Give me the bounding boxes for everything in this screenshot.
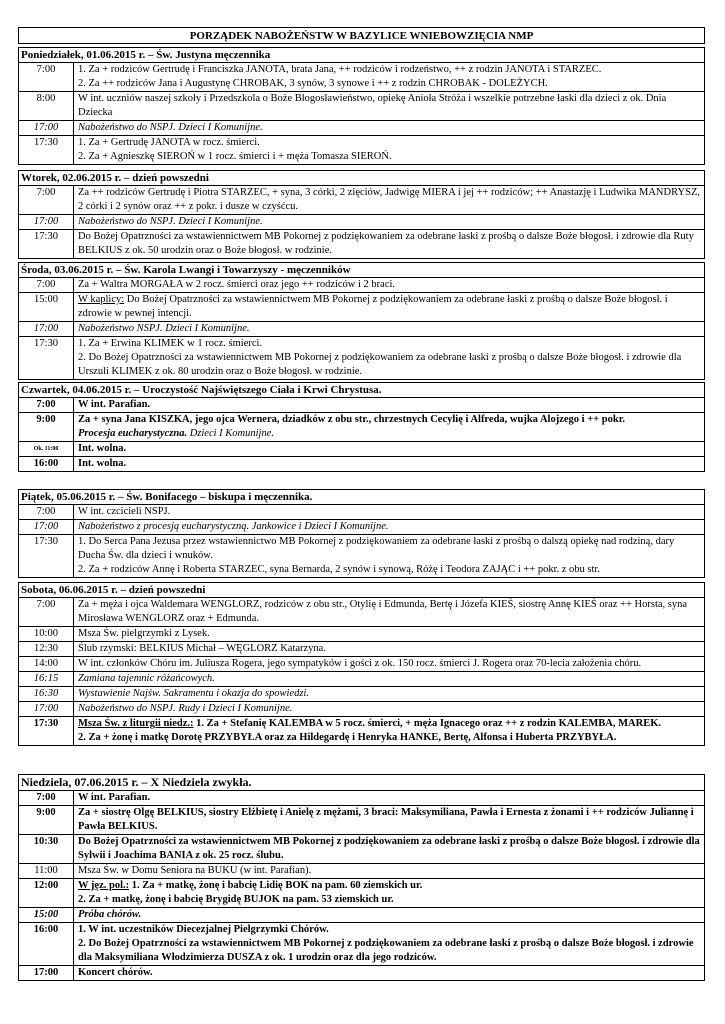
mass-row [19, 701, 704, 716]
intention-line: W int. Parafian. [78, 399, 151, 410]
mass-time: 17:30 [19, 535, 74, 577]
intention-line: 2. Za ++ rodziców Jana i Augustynę CHROBAK, 3 synów, 3 synowe i ++ z rodzin CHROBAK - DOLEŻYCH. [78, 78, 548, 89]
mass-time: 17:00 [19, 322, 74, 336]
intention-line: Za + męża i ojca Waldemara WENGLORZ, rodziców z obu str., Otylię i Edmunda, Bertę i Józefa KIEŚ, siostrę Annę KIEŚ oraz ++ Horsta, syna Mirosława WENGLORZ oraz + Edmunda. [78, 599, 688, 624]
mass-time: 7:00 [19, 598, 74, 626]
mass-row [19, 716, 704, 745]
intention-line: W int. członków Chóru im. Juliusza Rogera, jego sympatyków i gości z ok. 150 rocz. śmierci J. Rogera oraz 70-lecia założenia chóru. [78, 658, 642, 669]
mass-time: 9:00 [19, 806, 74, 834]
intention-line: W int. Parafian. [78, 792, 151, 803]
intention-line: 2. Za + matkę, żonę i babcię Brygidę BUJOK na pam. 53 ziemskich ur. [78, 894, 394, 905]
mass-row [19, 805, 704, 834]
intention-prefix: W jęz. pol.: [78, 880, 130, 891]
day-header: Czwartek, 04.06.2015 r. – Uroczystość Najświętszego Ciała i Krwi Chrystusa. [19, 383, 704, 398]
mass-time: 17:00 [19, 215, 74, 229]
mass-intention [74, 337, 704, 379]
intention-line: Msza Św. w Domu Seniora na BUKU (w int. Parafian). [78, 865, 312, 876]
mass-intention [74, 672, 704, 686]
intention-line: Int. wolna. [78, 443, 127, 454]
mass-row [19, 398, 704, 412]
mass-intention [74, 966, 704, 980]
mass-row [19, 505, 704, 519]
mass-row [19, 229, 704, 258]
day-section [18, 489, 705, 578]
day-section [18, 774, 705, 981]
intention-line: Za ++ rodziców Gertrudę i Piotra STARZEC, + syna, 3 córki, 2 zięciów, Jadwigę MIERA i jej ++ rodziców; ++ Anastazję i Ludwika MANDRYSZ, 2 córki i 2 synów oraz ++ z pokr. i dusze w czyśćcu. [78, 187, 700, 212]
mass-intention [74, 879, 704, 907]
mass-time: 7:00 [19, 791, 74, 805]
mass-row [19, 214, 704, 229]
mass-row [19, 686, 704, 701]
mass-time: 15:00 [19, 908, 74, 922]
intention-line: 1. Za + rodziców Gertrudę i Franciszka JANOTA, brata Jana, ++ rodziców i rodzeństwo, ++ z rodzin JANOTA i STARZEC. [78, 64, 602, 75]
mass-row [19, 91, 704, 120]
mass-intention [74, 186, 704, 214]
intention-line: 2. Za + rodziców Annę i Roberta STARZEC, syna Bernarda, 2 synów i synową, Różę i Teodora ZAJĄC i ++ pokr. z obu str. [78, 564, 600, 575]
mass-intention [74, 642, 704, 656]
intention-line: W int. czcicieli NSPJ. [78, 506, 171, 517]
mass-time: 17:30 [19, 337, 74, 379]
intention-line: 1. Za + Erwina KLIMEK w 1 rocz. śmierci. [78, 338, 263, 349]
intention-line: 1. W int. uczestników Diecezjalnej Pielgrzymki Chórów. [78, 924, 329, 935]
mass-intention [74, 230, 704, 258]
mass-time: 7:00 [19, 186, 74, 214]
mass-time: 17:00 [19, 121, 74, 135]
mass-time: 17:00 [19, 966, 74, 980]
mass-row [19, 321, 704, 336]
mass-row [19, 922, 704, 965]
intention-line: Ślub rzymski: BELKIUS Michał – WĘGLORZ Katarzyna. [78, 643, 326, 654]
mass-time: 17:00 [19, 702, 74, 716]
mass-intention [74, 215, 704, 229]
day-header: Poniedziałek, 01.06.2015 r. – Św. Justyna męczennika [19, 48, 704, 63]
mass-intention [74, 457, 704, 471]
mass-row [19, 834, 704, 863]
intention-line: 2. Do Bożej Opatrzności za wstawiennictwem MB Pokornej z podziękowaniem za odebrane łaski z prośbą o dalsze Boże błogosł. i zdrowie dla Maksymiliana Włodzimierza DUSZA z ok. 1 urodzin oraz dla jego rodziców. [78, 938, 694, 963]
mass-time: Ok. 11:00 [19, 442, 74, 456]
procession-line: Procesja eucharystyczna. Dzieci I Komunijne. [78, 428, 274, 439]
mass-row [19, 641, 704, 656]
mass-row [19, 598, 704, 626]
mass-intention [74, 505, 704, 519]
intention-line: Za + syna Jana KISZKA, jego ojca Wernera, dziadków z obu str., chrzestnych Cecylię i Alfreda, wujka Alojzego i ++ pokr. [78, 414, 626, 425]
intention-prefix: Msza Św. z liturgii niedz.: [78, 718, 194, 729]
mass-time: 7:00 [19, 63, 74, 91]
mass-row [19, 336, 704, 379]
mass-time: 16:00 [19, 923, 74, 965]
mass-intention [74, 806, 704, 834]
intention-line: Zamiana tajemnic różańcowych. [78, 673, 215, 684]
day-header: Sobota, 06.06.2015 r. – dzień powszedni [19, 583, 704, 598]
mass-row [19, 878, 704, 907]
intention-line: Msza Św. z liturgii niedz.: 1. Za + Stefanię KALEMBA w 5 rocz. śmierci, + męża Ignacego oraz ++ z rodzin KALEMBA, MAREK. [78, 718, 662, 729]
mass-row [19, 626, 704, 641]
mass-row [19, 292, 704, 321]
mass-intention [74, 717, 704, 745]
mass-intention [74, 413, 704, 441]
day-section [18, 47, 705, 165]
mass-intention [74, 627, 704, 641]
day-header: Wtorek, 02.06.2015 r. – dzień powszedni [19, 171, 704, 186]
intention-line: Wystawienie Najśw. Sakramentu i okazja do spowiedzi. [78, 688, 309, 699]
mass-intention [74, 923, 704, 965]
mass-intention [74, 702, 704, 716]
intention-line: Koncert chórów. [78, 967, 153, 978]
mass-time: 17:30 [19, 230, 74, 258]
intention-line: Nabożeństwo z procesją eucharystyczną. Jankowice i Dzieci I Komunijne. [78, 521, 389, 532]
mass-intention [74, 322, 704, 336]
mass-time: 10:00 [19, 627, 74, 641]
day-header: Środa, 03.06.2015 r. – Św. Karola Lwangi i Towarzyszy - męczenników [19, 263, 704, 278]
intention-line: Nabożeństwo NSPJ. Dzieci I Komunijne. [78, 323, 250, 334]
mass-intention [74, 92, 704, 120]
intention-line: Nabożeństwo do NSPJ. Dzieci I Komunijne. [78, 122, 263, 133]
mass-intention [74, 598, 704, 626]
mass-intention [74, 136, 704, 164]
intention-line: Int. wolna. [78, 458, 127, 469]
intention-line: Nabożeństwo do NSPJ. Dzieci I Komunijne. [78, 216, 263, 227]
mass-intention [74, 864, 704, 878]
mass-time: 7:00 [19, 398, 74, 412]
mass-intention [74, 293, 704, 321]
day-section [18, 382, 705, 472]
intention-line: Nabożeństwo do NSPJ. Rudy i Dzieci I Komunijne. [78, 703, 293, 714]
mass-intention [74, 278, 704, 292]
mass-row [19, 671, 704, 686]
mass-time: 16:30 [19, 687, 74, 701]
day-section [18, 262, 705, 380]
mass-intention [74, 908, 704, 922]
mass-row [19, 412, 704, 441]
mass-row [19, 791, 704, 805]
mass-row [19, 534, 704, 577]
intention-line: 1. Do Serca Pana Jezusa przez wstawiennictwo MB Pokornej z podziękowaniem za odebrane łaski z prośbą o dalszą opiekę nad rodziną, dary Ducha Św. dla dzieci i wnuków. [78, 536, 675, 561]
mass-row [19, 519, 704, 534]
intention-line: 2. Do Bożej Opatrzności za wstawiennictwem MB Pokornej z podziękowaniem za odebrane łaski z prośbą o dalsze Boże błogosł. i zdrowie dla Urszuli KLIMEK z ok. 80 urodzin oraz o Boże błogosł. w rodzinie. [78, 352, 682, 377]
mass-row [19, 120, 704, 135]
intention-line: Do Bożej Opatrzności za wstawiennictwem MB Pokornej z podziękowaniem za odebrane łaski z prośbą o dalsze Boże błogosł. i zdrowie dla Ruty BELKIUS z ok. 50 urodzin oraz o Boże błogosł. w rodzinie. [78, 231, 694, 256]
mass-time: 7:00 [19, 278, 74, 292]
mass-intention [74, 657, 704, 671]
mass-time: 7:00 [19, 505, 74, 519]
intention-line: Próba chórów. [78, 909, 142, 920]
day-header: Piątek, 05.06.2015 r. – Św. Bonifacego – biskupa i męczennika. [19, 490, 704, 505]
mass-intention [74, 835, 704, 863]
mass-time: 17:30 [19, 717, 74, 745]
mass-row [19, 63, 704, 91]
mass-time: 9:00 [19, 413, 74, 441]
day-header: Niedziela, 07.06.2015 r. – X Niedziela zwykła. [19, 775, 704, 791]
page-title: PORZĄDEK NABOŻEŃSTW W BAZYLICE WNIEBOWZIĘCIA NMP [18, 27, 705, 44]
mass-time: 17:00 [19, 520, 74, 534]
mass-time: 12:00 [19, 879, 74, 907]
intention-line: 2. Za + żonę i matkę Dorotę PRZYBYŁA oraz za Hildegardę i Henryka HANKE, Bertę, Alfonsa i Huberta PRZYBYŁA. [78, 732, 617, 743]
intention-line: W int. uczniów naszej szkoły i Przedszkola o Boże Błogosławieństwo, opiekę Anioła Stróża i wszelkie potrzebne łaski dla dzieci z ok. Dnia Dziecka [78, 93, 667, 118]
mass-time: 14:00 [19, 657, 74, 671]
mass-row [19, 656, 704, 671]
mass-row [19, 135, 704, 164]
mass-time: 16:00 [19, 457, 74, 471]
mass-intention [74, 535, 704, 577]
mass-row [19, 278, 704, 292]
mass-row [19, 186, 704, 214]
mass-time: 16:15 [19, 672, 74, 686]
mass-time: 11:00 [19, 864, 74, 878]
mass-row [19, 907, 704, 922]
mass-intention [74, 687, 704, 701]
mass-row [19, 456, 704, 471]
intention-line: W jęz. pol.: 1. Za + matkę, żonę i babcię Lidię BOK na pam. 60 ziemskich ur. [78, 880, 423, 891]
intention-prefix: W kaplicy: [78, 294, 125, 305]
mass-intention [74, 398, 704, 412]
intention-line: 1. Za + Gertrudę JANOTA w rocz. śmierci. [78, 137, 260, 148]
mass-time: 12:30 [19, 642, 74, 656]
mass-row [19, 441, 704, 456]
mass-row [19, 863, 704, 878]
intention-line: Msza Św. pielgrzymki z Lysek. [78, 628, 210, 639]
mass-intention [74, 63, 704, 91]
mass-row [19, 965, 704, 980]
intention-line: Za + Waltra MORGAŁA w 2 rocz. śmierci oraz jego ++ rodziców i 2 braci. [78, 279, 396, 290]
day-section [18, 582, 705, 746]
intention-line: W kaplicy: Do Bożej Opatrzności za wstawiennictwem MB Pokornej z podziękowaniem za odebrane łaski z prośbą o dalsze Boże błogosł. i zdrowie w pewnej intencji. [78, 294, 668, 319]
mass-time: 8:00 [19, 92, 74, 120]
intention-line: Do Bożej Opatrzności za wstawiennictwem MB Pokornej z podziękowaniem za odebrane łaski z prośbą o dalsze Boże błogosł. i zdrowie dla Sylwii i Joachima BANIA z ok. 25 rocz. ślubu. [78, 836, 700, 861]
mass-time: 15:00 [19, 293, 74, 321]
mass-intention [74, 791, 704, 805]
mass-intention [74, 520, 704, 534]
mass-time: 17:30 [19, 136, 74, 164]
day-section [18, 170, 705, 259]
intention-line: Za + siostrę Olgę BELKIUS, siostry Elżbietę i Anielę z mężami, 3 braci: Maksymiliana, Pawła i Ernesta z żonami i ++ rodziców Juliannę i Pawła BELKIUS. [78, 807, 694, 832]
mass-time: 10:30 [19, 835, 74, 863]
intention-line: 2. Za + Agnieszkę SIEROŃ w 1 rocz. śmierci i + męża Tomasza SIEROŃ. [78, 151, 392, 162]
mass-intention [74, 121, 704, 135]
mass-intention [74, 442, 704, 456]
